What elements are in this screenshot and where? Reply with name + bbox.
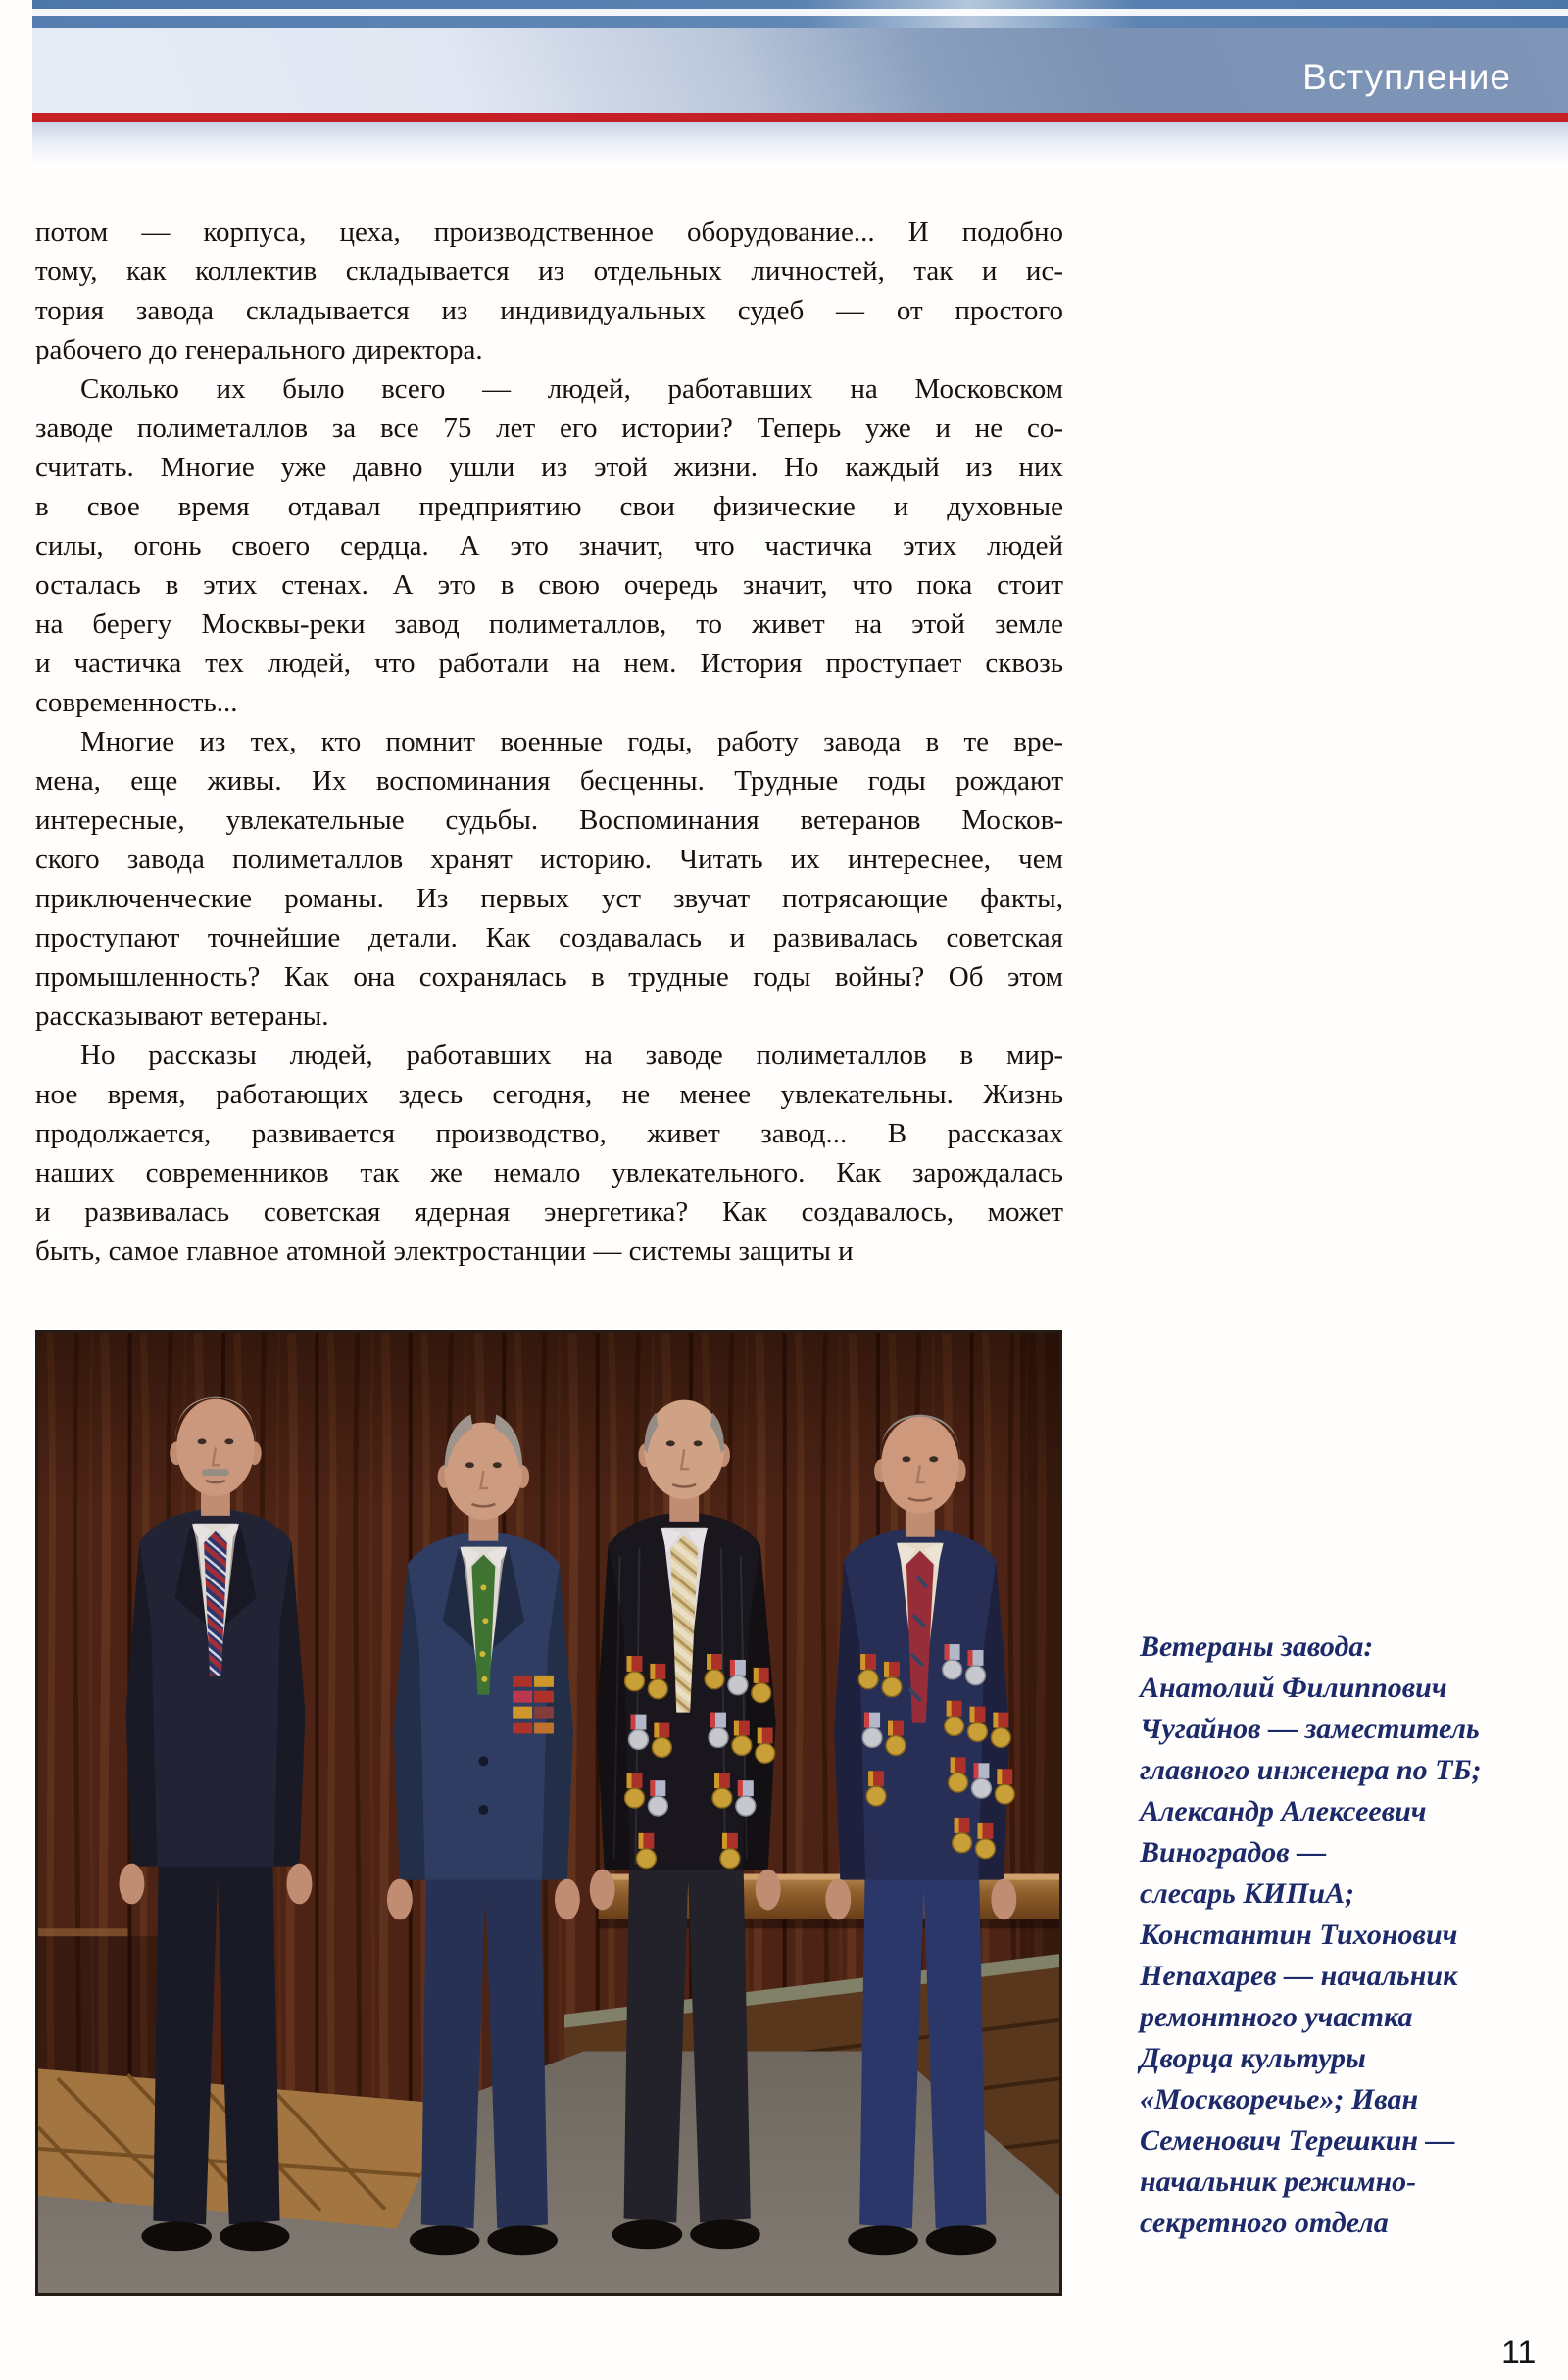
text-line: заводе полиметаллов за все 75 лет его истории? Теперь уже и не со-: [35, 413, 1063, 444]
text-line: быть, самое главное атомной электростанции — системы защиты и: [35, 1236, 854, 1267]
page-number: 11: [1501, 2334, 1537, 2371]
paragraph: [35, 369, 1063, 722]
caption-line: Виноградов —: [1140, 1836, 1327, 1869]
caption-line: ремонтного участка: [1140, 2001, 1413, 2033]
text-line: и развивалась советская ядерная энергетика? Как создавалось, может: [35, 1196, 1063, 1228]
caption-line: главного инженера по ТБ;: [1140, 1754, 1482, 1786]
paragraph: [35, 1036, 1063, 1271]
header-white-stripe: [32, 9, 1568, 16]
chapter-header-band: [0, 0, 1568, 167]
text-line: рабочего до генерального директора.: [35, 334, 483, 365]
caption-line: Константин Тихонович: [1140, 1919, 1458, 1951]
caption-line: Дворца культуры: [1140, 2042, 1366, 2074]
header-red-rule: [32, 113, 1568, 122]
paragraph: [35, 722, 1063, 1036]
text-line: потом — корпуса, цеха, производственное оборудование... И подобно: [35, 217, 1063, 248]
header-sheen: [804, 0, 1137, 28]
caption-line: начальник режимно-: [1140, 2165, 1417, 2198]
text-line: мена, еще живы. Их воспоминания бесценны. Трудные годы рождают: [35, 765, 1063, 797]
caption-line: слесарь КИПиА;: [1140, 1877, 1355, 1910]
text-line: наших современников так же немало увлекательного. Как зарождалась: [35, 1157, 1063, 1189]
header-fade: [32, 122, 1568, 164]
photo-caption: [1140, 1627, 1561, 2244]
text-line: промышленность? Как она сохранялась в трудные годы войны? Об этом: [35, 961, 1063, 993]
caption-line: Александр Алексеевич: [1140, 1795, 1427, 1827]
text-line: интересные, увлекательные судьбы. Воспоминания ветеранов Москов-: [35, 804, 1063, 836]
text-line: рассказывают ветераны.: [35, 1000, 329, 1032]
caption-line: Чугайнов — заместитель: [1140, 1713, 1480, 1745]
text-line: в свое время отдавал предприятию свои физические и духовные: [35, 491, 1063, 522]
caption-line: Семенович Терешкин —: [1140, 2124, 1455, 2157]
header-blue-stripe-bottom: [32, 16, 1568, 28]
veterans-photo-illustration: [38, 1333, 1059, 2293]
text-line: на берегу Москвы-реки завод полиметаллов, то живет на этой земле: [35, 608, 1063, 640]
chapter-title: Вступление: [1302, 57, 1511, 97]
text-line: продолжается, развивается производство, живет завод... В рассказах: [35, 1118, 1063, 1149]
caption-line: «Москворечье»; Иван: [1140, 2083, 1419, 2115]
caption-line: Анатолий Филиппович: [1140, 1672, 1447, 1704]
text-line: проступают точнейшие детали. Как создавалась и развивалась советская: [35, 922, 1063, 953]
text-line: считать. Многие уже давно ушли из этой жизни. Но каждый из них: [35, 452, 1063, 483]
text-line: и частичка тех людей, что работали на нем. История проступает сквозь: [35, 648, 1063, 679]
text-line: силы, огонь своего сердца. А это значит, что частичка этих людей: [35, 530, 1063, 561]
text-line: ное время, работающих здесь сегодня, не менее увлекательны. Жизнь: [35, 1079, 1063, 1110]
text-line: тория завода складывается из индивидуальных судеб — от простого: [35, 295, 1063, 326]
article-text: [35, 213, 1063, 1271]
text-line: современность...: [35, 687, 238, 718]
text-line: осталась в этих стенах. А это в свою очередь значит, что пока стоит: [35, 569, 1063, 601]
text-line: тому, как коллектив складывается из отдельных личностей, так и ис-: [35, 256, 1063, 287]
caption-line: Непахарев — начальник: [1140, 1960, 1458, 1992]
paragraph: [35, 213, 1063, 369]
veterans-photo: [35, 1330, 1062, 2296]
text-line: Но рассказы людей, работавших на заводе полиметаллов в мир-: [80, 1040, 1063, 1071]
header-blue-stripe-top: [32, 0, 1568, 9]
text-line: Многие из тех, кто помнит военные годы, работу завода в те вре-: [80, 726, 1063, 757]
caption-line: Ветераны завода:: [1140, 1630, 1374, 1663]
text-line: ского завода полиметаллов хранят историю. Читать их интереснее, чем: [35, 844, 1063, 875]
text-line: Сколько их было всего — людей, работавших на Московском: [80, 373, 1063, 405]
caption-line: секретного отдела: [1140, 2207, 1389, 2239]
text-line: приключенческие романы. Из первых уст звучат потрясающие факты,: [35, 883, 1063, 914]
